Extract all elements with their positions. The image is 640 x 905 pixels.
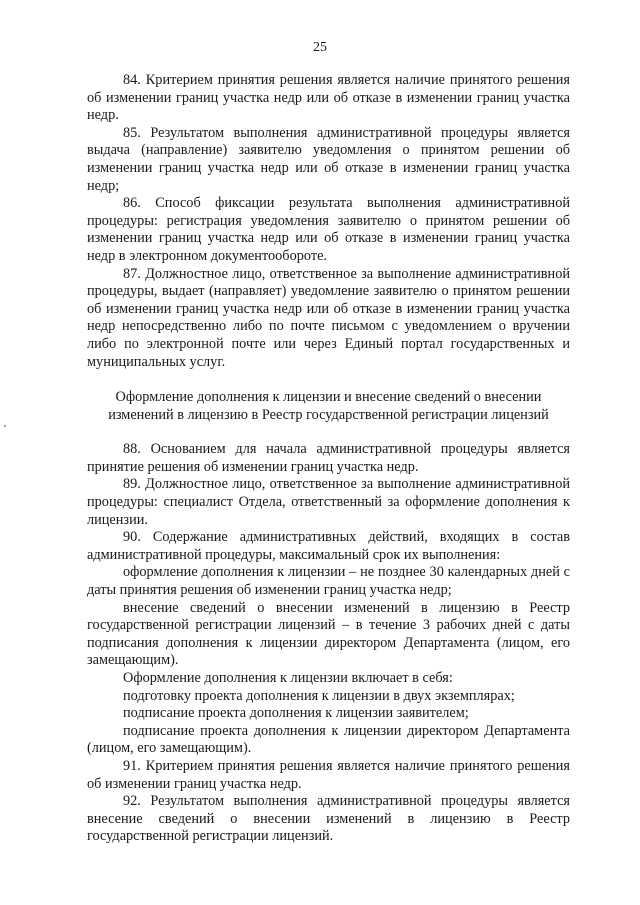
paragraph-86: 86. Способ фиксации результата выполнения административной процедуры: регистрация уведомления заявителю о принятом решении об изменении границ участка недр или об отказе в изменении границ участка недр в электронном документообороте. xyxy=(87,195,570,264)
paragraph-87: 87. Должностное лицо, ответственное за выполнение административной процедуры, выдает (направляет) уведомление заявителю о принятом решении об изменении границ участка недр или об отказе в изменении границ участка недр непосредственно либо по почте письмом с уведомлением о вручении либо по электронной почте или через Единый портал государственных и муниципальных услуг. xyxy=(87,265,570,370)
scan-artifact xyxy=(4,425,6,427)
paragraph-90-includes: Оформление дополнения к лицензии включает в себя: xyxy=(123,670,453,686)
paragraph-90: 90. Содержание административных действий, входящих в состав административной процедуры, максимальный срок их выполнения: xyxy=(87,529,570,563)
paragraph-90-includes-item-1: подготовку проекта дополнения к лицензии в двух экземплярах; xyxy=(123,687,515,704)
paragraph-85: 85. Результатом выполнения административной процедуры является выдача (направление) заявителю уведомления о принятом решении об изменении границ участка недр или об отказе в изменении границ участка недр; xyxy=(87,124,570,194)
paragraph-90-item-2: внесение сведений о внесении изменений в лицензию в Реестр государственной регистрации лицензий – в течение 3 рабочих дней с даты подписания дополнения к лицензии директором Департамента (лицом, его замещающим). xyxy=(87,599,570,669)
document-body xyxy=(87,72,570,846)
section-heading: Оформление дополнения к лицензии и внесение сведений о внесении изменений в лицензию в Реестр государственной регистрации лицензий xyxy=(108,389,549,423)
paragraph-91: 91. Критерием принятия решения является наличие принятого решения об изменении границ участка недр. xyxy=(87,757,570,792)
page-number: 25 xyxy=(313,40,327,55)
paragraph-90-item-1: оформление дополнения к лицензии – не позднее 30 календарных дней с даты принятия решения об изменении границ участка недр; xyxy=(87,564,570,599)
paragraph-90-includes-item-2: подписание проекта дополнения к лицензии заявителем; xyxy=(123,705,469,722)
paragraph-88: 88. Основанием для начала административной процедуры является принятие решения об изменении границ участка недр. xyxy=(87,441,570,475)
paragraph-89: 89. Должностное лицо, ответственное за выполнение административной процедуры: специалист Отдела, ответственный за оформление дополнения к лицензии. xyxy=(87,476,570,528)
paragraph-92: 92. Результатом выполнения административной процедуры является внесение сведений о внесении изменений в лицензию в Реестр государственной регистрации лицензий. xyxy=(87,793,570,845)
paragraph-84: 84. Критерием принятия решения является наличие принятого решения об изменении границ участка недр или об отказе в изменении границ участка недр. xyxy=(87,72,570,124)
paragraph-90-includes-item-3: подписание проекта дополнения к лицензии директором Департамента (лицом, его замещающим). xyxy=(87,722,570,757)
